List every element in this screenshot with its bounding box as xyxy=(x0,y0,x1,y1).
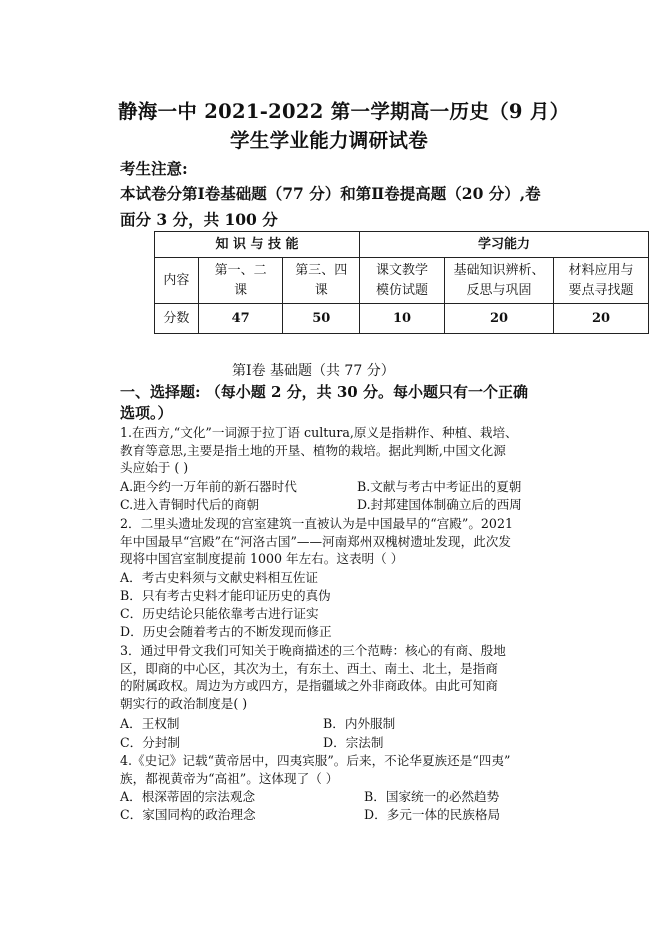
score-cell: 20 xyxy=(445,304,554,334)
row-label-content: 内容 xyxy=(155,258,199,304)
question-2-option-d: D．历史会随着考古的不断发现而修正 xyxy=(120,624,332,639)
question-1-option-a: A.距今约一万年前的新石器时代 xyxy=(120,479,297,494)
question-3-option-d: D．宗法制 xyxy=(323,735,384,750)
column-header: 基础知识辨析、 反思与巩固 xyxy=(445,258,554,304)
column-header: 第一、二 课 xyxy=(198,258,283,304)
score-cell: 10 xyxy=(360,304,445,334)
group-knowledge: 知 识 与 技 能 xyxy=(155,232,360,258)
page-subtitle: 学生学业能力调研试卷 xyxy=(230,129,429,152)
part-instruction-line-1: 一、选择题: （每小题 2 分，共 30 分。每小题只有一个正确 xyxy=(120,383,528,401)
question-2-option-b: B．只有考古史料才能印证历史的真伪 xyxy=(120,588,331,603)
question-1-option-d: D.封邦建国体制确立后的西周 xyxy=(357,497,522,512)
notice-line-2: 面分 3 分，共 100 分 xyxy=(120,210,278,229)
question-4-stem: 4.《史记》记载“黄帝居中，四夷宾服”。后来，不论华夏族还是“四夷” 族，都视黄帝为“高祖”。这体现了（ ） xyxy=(120,753,511,786)
row-label-score: 分数 xyxy=(155,304,199,334)
page-title: 静海一中 2021-2022 第一学期高一历史（9 月） xyxy=(118,100,570,123)
notice-line-1: 本试卷分第Ⅰ卷基础题（77 分）和第Ⅱ卷提高题（20 分）,卷 xyxy=(120,184,541,203)
column-header: 材料应用与 要点寻找题 xyxy=(554,258,649,304)
score-cell: 20 xyxy=(554,304,649,334)
question-3-option-b: B．内外服制 xyxy=(323,716,396,731)
question-1-option-b: B.文献与考古中考证出的夏朝 xyxy=(357,479,522,494)
question-1-stem: 1.在西方,“文化”一词源于拉丁语 cultura,原义是指耕作、种植、栽培、 教育等意思,主要是指土地的开垦、植物的栽培。据此判断,中国文化源 头应始于 ( ) xyxy=(120,425,518,475)
notice-label: 考生注意: xyxy=(120,159,188,178)
score-table xyxy=(154,231,649,334)
question-2-option-c: C．历史结论只能依靠考古进行证实 xyxy=(120,606,319,621)
question-2-stem: 2．二里头遗址发现的宫室建筑一直被认为是中国最早的“宫殿”。2021 年中国最早“宫殿”在“河洛古国”——河南郑州双槐树遗址发现，此次发 现将中国宫室制度提前 1000 年左右。这表明（ ） xyxy=(120,516,513,566)
question-4-option-d: D．多元一体的民族格局 xyxy=(364,807,501,822)
question-3-option-c: C．分封制 xyxy=(120,735,181,750)
question-2-option-a: A．考古史料须与文献史料相互佐证 xyxy=(120,570,319,585)
score-cell: 50 xyxy=(283,304,360,334)
column-header: 第三、四 课 xyxy=(283,258,360,304)
group-ability: 学习能力 xyxy=(360,232,649,258)
question-4-option-c: C．家国同构的政治理念 xyxy=(120,807,256,822)
question-4-option-a: A．根深蒂固的宗法观念 xyxy=(120,789,256,804)
column-header: 课文教学 模仿试题 xyxy=(360,258,445,304)
question-3-stem: 3．通过甲骨文我们可知关于晚商描述的三个范畴：核心的有商、殷地 区，即商的中心区，其次为土，有东土、西土、南土、北土，是指商 的附属政权。周边为方或四方，是指疆域之外非商政体。由此可知商 朝实行的政治制度是( ) xyxy=(120,643,506,711)
section-heading: 第Ⅰ卷 基础题（共 77 分） xyxy=(232,363,395,379)
part-instruction-line-2: 选项。） xyxy=(120,404,173,422)
question-4-option-b: B．国家统一的必然趋势 xyxy=(364,789,500,804)
score-cell: 47 xyxy=(198,304,283,334)
question-3-option-a: A．王权制 xyxy=(120,716,180,731)
question-1-option-c: C.进入青铜时代后的商朝 xyxy=(120,497,260,512)
